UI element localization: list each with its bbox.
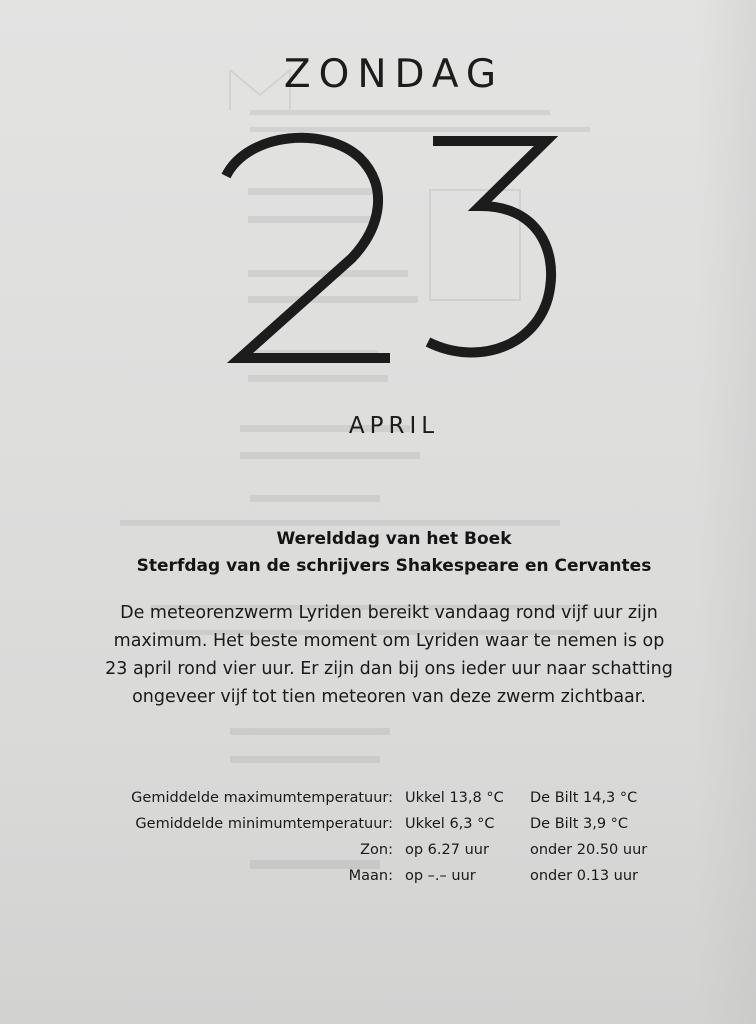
stat-value-sunrise: op 6.27 uur bbox=[405, 842, 489, 858]
stat-value-ukkel: Ukkel 6,3 °C bbox=[405, 816, 495, 832]
stat-label: Gemiddelde maximumtemperatuur: bbox=[131, 790, 393, 806]
stat-value-moonset: onder 0.13 uur bbox=[530, 868, 638, 884]
headline-book-day: Werelddag van het Boek bbox=[276, 529, 512, 549]
description-line: maximum. Het beste moment om Lyriden waar te nemen is op bbox=[113, 631, 665, 651]
stat-label: Gemiddelde minimumtemperatuur: bbox=[135, 816, 393, 832]
stat-value-ukkel: Ukkel 13,8 °C bbox=[405, 790, 504, 806]
description-paragraph bbox=[100, 599, 678, 711]
stat-value-de-bilt: De Bilt 3,9 °C bbox=[530, 816, 629, 832]
stat-label: Zon: bbox=[360, 842, 393, 858]
day-number-graphic bbox=[218, 128, 558, 368]
stat-value-moonrise: op –.– uur bbox=[405, 868, 476, 884]
stat-label: Maan: bbox=[348, 868, 393, 884]
description-line: De meteorenzwerm Lyriden bereikt vandaag rond vijf uur zijn bbox=[120, 603, 658, 623]
stat-value-sunset: onder 20.50 uur bbox=[530, 842, 648, 858]
description-line: 23 april rond vier uur. Er zijn dan bij ons ieder uur naar schatting bbox=[105, 659, 673, 679]
day-number bbox=[218, 128, 558, 372]
month-name: APRIL bbox=[348, 413, 440, 439]
headline-authors-death: Sterfdag van de schrijvers Shakespeare en Cervantes bbox=[136, 556, 652, 576]
day-name: ZONDAG bbox=[283, 52, 505, 97]
description-line: ongeveer vijf tot tien meteoren van deze zwerm zichtbaar. bbox=[132, 687, 646, 707]
stat-value-de-bilt: De Bilt 14,3 °C bbox=[530, 790, 638, 806]
